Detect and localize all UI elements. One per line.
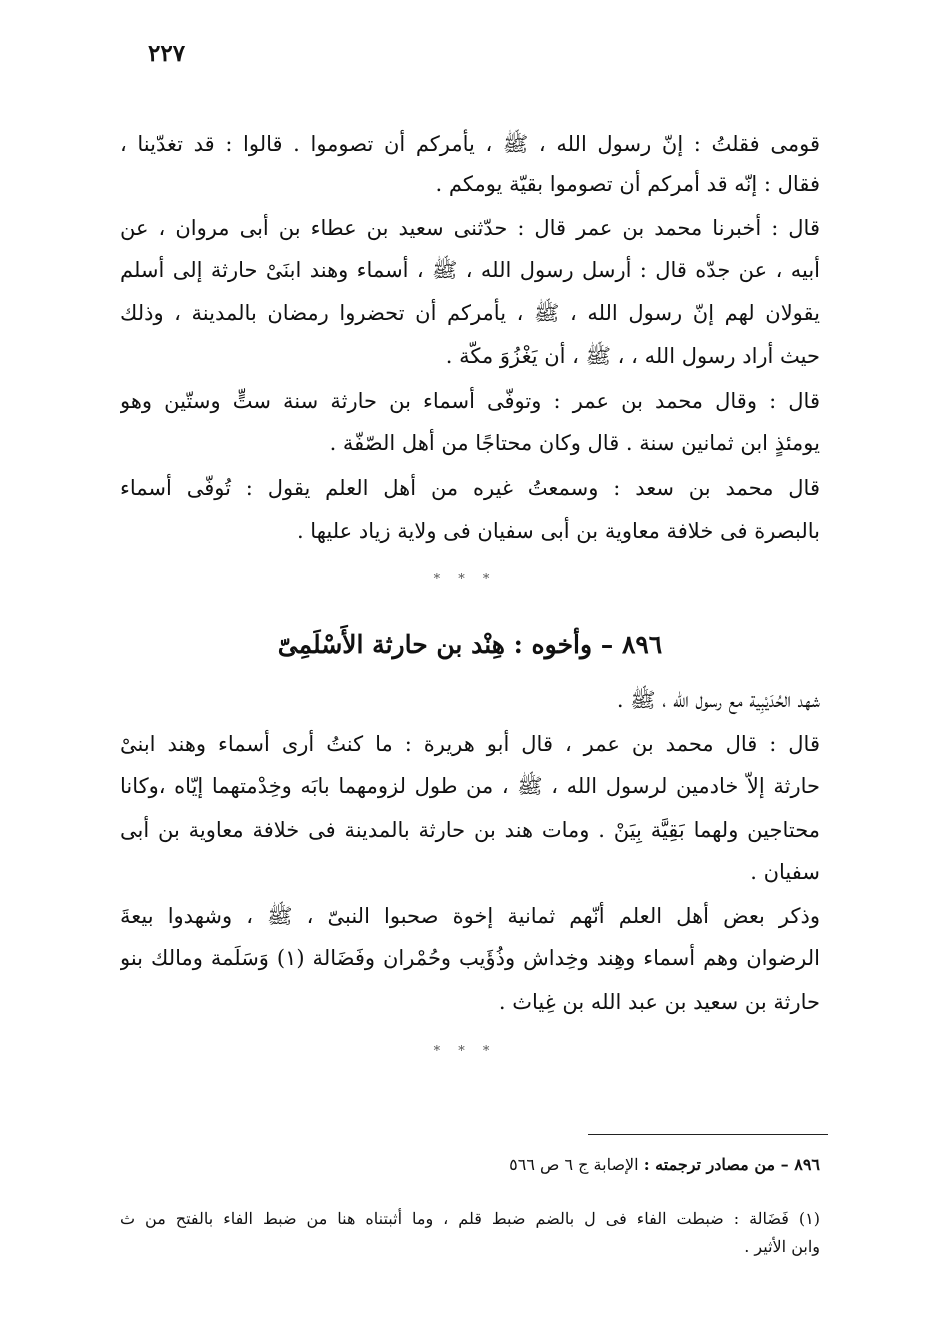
footnote-source-label: ٨٩٦ – من مصادر ترجمته : [643,1155,820,1174]
text-line: بالبصرة فى خلافة معاوية بن أبى سفيان فى ولاية زياد عليها . [296,519,820,543]
footnote-source-text: الإصابة ج ٦ ص ٥٦٦ [509,1155,639,1174]
text-line: أبيه ، عن جدّه قال : أرسل رسول الله ، ﷺ ، أسماء وهند ابنَىْ حارثة إلى أسلم [120,258,820,282]
page-number: ٢٢٧ [148,40,186,67]
footnote-divider [588,1134,828,1135]
text-line: يقولان لهم إنّ رسول الله ، ﷺ ، يأمركم أن تحضروا رمضان بالمدينة ، وذلك [120,301,820,325]
text-line: يومئذٍ ابن ثمانين سنة . قال وكان محتاجًا من أهل الصّفّة . [329,431,820,455]
text-line: فقال : إنّه قد أمركم أن تصوموا بقيّة يومكم . [435,172,820,196]
text-line: شهد الحُدَيْبِية مع رسول الله ، ﷺ . [616,688,820,712]
text-line: حارثة بن سعيد بن عبد الله بن غِياث . [498,990,820,1014]
section-separator: * * * [433,572,497,587]
text-line: حارثة إلاّ خادمين لرسول الله ، ﷺ ، من طول لزومهما بابَه وخِدْمتهما إيّاه ،وكانا [120,774,820,798]
text-line: الرضوان وهم أسماء وهِند وخِداش وذُؤَيب وحُمْران وفَضَالة (١) وَسَلَمة ومالك بنو [120,946,820,970]
text-line: قال : أخبرنا محمد بن عمر قال : حدّثنى سعيد بن عطاء بن أبى مروان ، عن [120,216,820,240]
footnote: وابن الأثير . [744,1237,820,1256]
text-line: قال محمد بن سعد : وسمعتُ غيره من أهل العلم يقول : تُوفّى أسماء [120,476,820,500]
text-line: قال : قال محمد بن عمر ، قال أبو هريرة : ما كنتُ أرى أسماء وهند ابنىْ [120,732,820,756]
footnote-source [509,1150,820,1180]
text-line: حيث أراد رسول الله ، ، ﷺ ، أن يَغْزُوَ مكّة . [445,344,820,368]
text-line: سفيان . [750,860,820,884]
text-line: وذكر بعض أهل العلم أنّهم ثمانية إخوة صحبوا النبىّ ، ﷺ ، وشهدوا بيعةَ [120,904,820,928]
section-separator: * * * [433,1044,497,1059]
entry-heading: ٨٩٦ – وأخوه : هِنْد بن حارثة الأَسْلَمِىّ [277,630,663,659]
text-line: قومى فقلتُ : إنّ رسول الله ، ﷺ ، يأمركم أن تصوموا . قالوا : قد تغدّينا ، [120,132,820,156]
footnote: (١) فَضَالة : ضبطت الفاء فى ل بالضم ضبط قلم ، وما أثبتناه هنا من ضبط الفاء بالفتح من ث [120,1209,820,1228]
text-line: قال : وقال محمد بن عمر : وتوفّى أسماء بن حارثة سنة ستٍّ وستّين وهو [120,389,820,413]
text-line: محتاجين ولهما بَقِيَّة بِيَنْ . ومات هند بن حارثة بالمدينة فى خلافة معاوية بن أبى [120,818,820,842]
